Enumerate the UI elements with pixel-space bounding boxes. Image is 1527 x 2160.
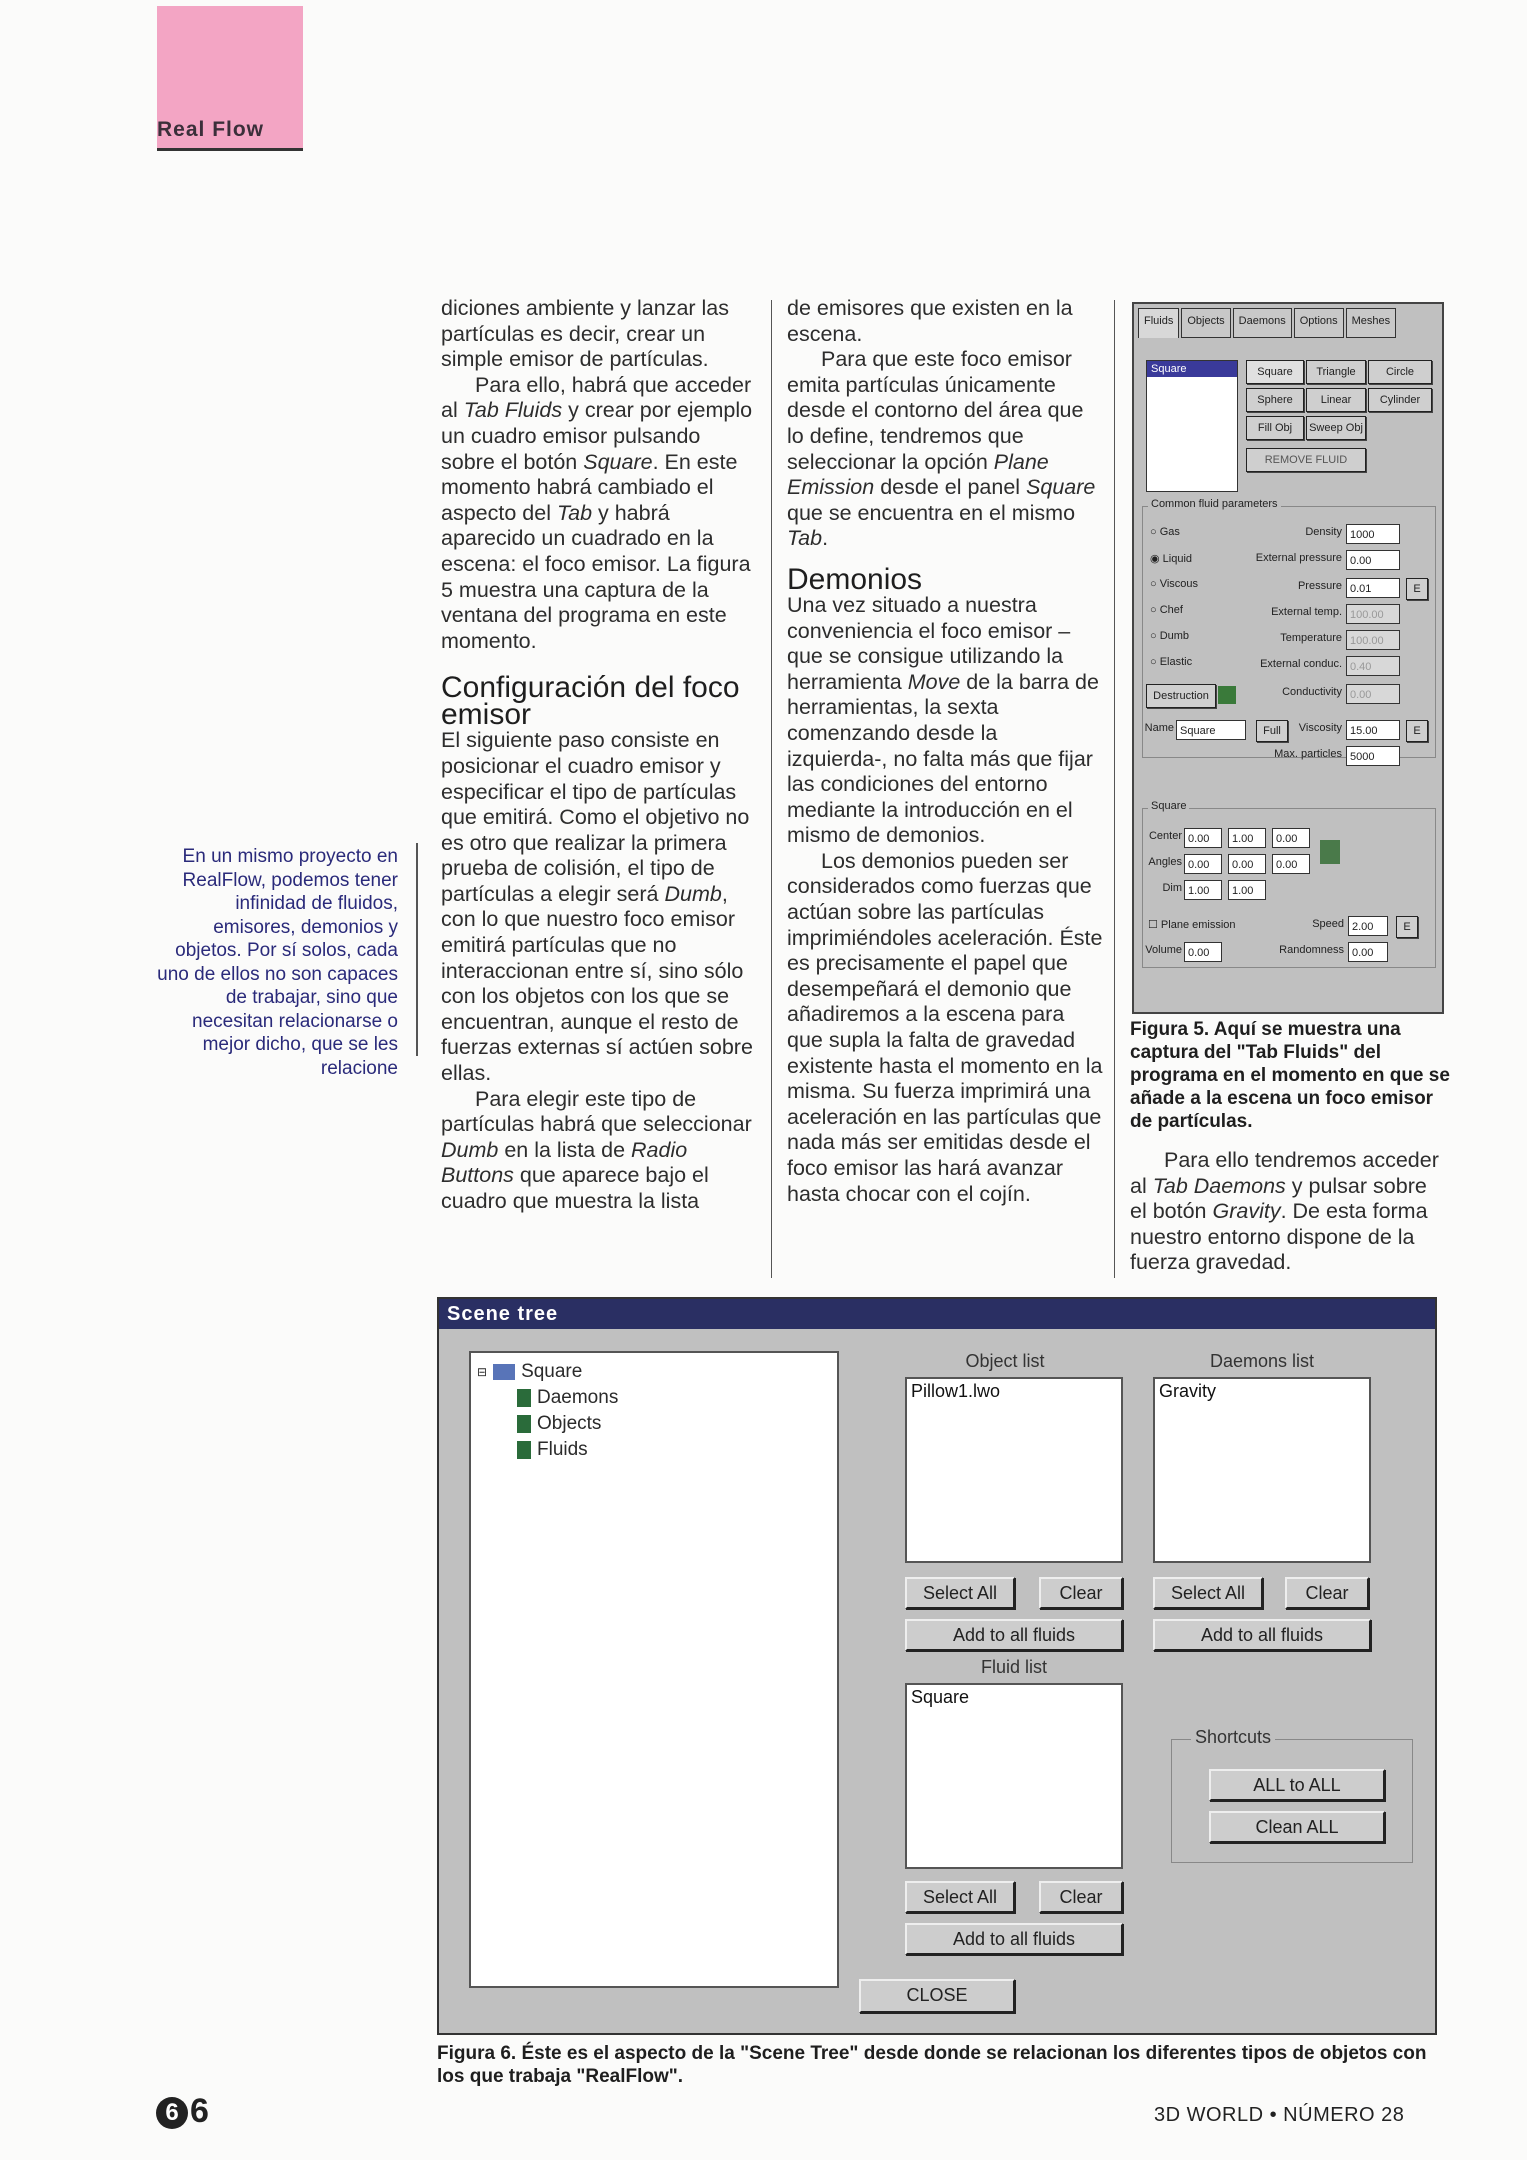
angles-z-field[interactable]: 0.00 (1272, 854, 1310, 874)
paragraph: Para elegir este tipo de partículas habrá que seleccionar Dumb en la lista de Radio Buttons que aparece bajo el cuadro que muestra la lista (441, 1086, 752, 1213)
section-heading: Configuración del foco emisor (441, 671, 740, 732)
tree-node-fluids[interactable]: Fluids (517, 1439, 588, 1461)
radio-liquid[interactable]: ◉ Liquid (1150, 553, 1193, 565)
tree-node-objects[interactable]: Objects (517, 1413, 601, 1435)
daemons-list[interactable] (1153, 1377, 1371, 1563)
sidebar-note: En un mismo proyecto en RealFlow, podemos tener infinidad de fluidos, emisores, demonios y objetos. Por sí solos, cada uno de ellos no son capaces de trabajar, sino que necesitan relacionarse o mejor dicho, que se les relacione (157, 846, 398, 1079)
article-column-2 (787, 296, 1103, 1207)
square-button[interactable]: Square (1246, 360, 1304, 384)
page-number: 6 6 (156, 2092, 209, 2131)
fill-obj-button[interactable]: Fill Obj (1246, 416, 1304, 440)
radio-elastic[interactable]: ○ Elastic (1150, 656, 1193, 668)
center-z-field[interactable]: 0.00 (1272, 828, 1310, 848)
sidebar-rule (416, 843, 418, 1056)
fluid-list[interactable] (905, 1683, 1123, 1869)
angles-x-field[interactable]: 0.00 (1184, 854, 1222, 874)
speed-field[interactable]: 2.00 (1348, 916, 1388, 936)
magazine-footer: 3D WORLD • NÚMERO 28 (1154, 2104, 1405, 2126)
folder-icon (517, 1415, 531, 1433)
pencil-icon[interactable] (1320, 840, 1340, 864)
scene-tree-view[interactable] (469, 1351, 839, 1988)
collapse-icon[interactable]: ⊟ (477, 1365, 488, 1379)
remove-fluid-button[interactable]: REMOVE FLUID (1246, 448, 1366, 472)
object-add-to-all-button[interactable]: Add to all fluids (905, 1619, 1123, 1651)
object-list-label: Object list (965, 1351, 1045, 1371)
external-pressure-label: External pressure (1255, 552, 1342, 564)
dialog-title-bar: Scene tree (439, 1299, 1435, 1329)
center-x-field[interactable]: 0.00 (1184, 828, 1222, 848)
panel-tabs (1138, 308, 1438, 338)
paragraph: Para que este foco emisor emita partículas únicamente desde el contorno del área que lo define, tendremos que seleccionar la opción Plane Emission desde el panel Square que se encuentra en el mismo Tab. (787, 347, 1096, 551)
external-conduc-field[interactable]: 0.40 (1346, 656, 1400, 676)
angles-label: Angles (1148, 856, 1182, 868)
volume-label: Volume (1145, 944, 1182, 956)
daemons-add-to-all-button[interactable]: Add to all fluids (1153, 1619, 1371, 1651)
paragraph: de emisores que existen en la escena. (787, 296, 1073, 346)
shortcuts-label: Shortcuts (1191, 1727, 1275, 1748)
plane-emission-checkbox[interactable]: ☐ Plane emission (1148, 919, 1236, 931)
fluid-list-label: Fluid list (980, 1657, 1047, 1677)
name-field[interactable]: Square (1176, 720, 1246, 740)
dim-label: Dim (1162, 882, 1182, 894)
object-list[interactable] (905, 1377, 1123, 1563)
paragraph: diciones ambiente y lanzar las partículas es decir, crear un simple emisor de partículas. (441, 296, 730, 372)
object-select-all-button[interactable]: Select All (905, 1577, 1015, 1609)
angles-y-field[interactable]: 0.00 (1228, 854, 1266, 874)
external-conduc-label: External conduc. (1260, 658, 1342, 670)
radio-viscous[interactable]: ○ Viscous (1150, 578, 1199, 590)
conductivity-label: Conductivity (1282, 686, 1342, 698)
fluids-panel-screenshot (1132, 302, 1444, 1014)
external-temp-field[interactable]: 100.00 (1346, 604, 1400, 624)
scene-icon (493, 1364, 515, 1380)
pressure-field[interactable]: 0.01 (1346, 578, 1400, 598)
article-column-1 (441, 296, 757, 1215)
full-button[interactable]: Full (1256, 720, 1288, 742)
max-particles-field[interactable]: 5000 (1346, 746, 1400, 766)
center-label: Center (1148, 830, 1182, 842)
destruction-button[interactable]: Destruction (1146, 684, 1216, 708)
daemons-list-label: Daemons list (1209, 1351, 1315, 1371)
dim-y-field[interactable]: 1.00 (1228, 880, 1266, 900)
paragraph: Una vez situado a nuestra conveniencia el foco emisor –que se consigue utilizando la herramienta Move de la barra de herramientas, la sexta comenzando desde la izquierda-, no falta más que fijar las condiciones del entorno mediante la introducción en el mismo de demonios. (787, 592, 1099, 848)
fluid-select-all-button[interactable]: Select All (905, 1881, 1015, 1913)
figure-5-caption: Figura 5. Aquí se muestra una captura del "Tab Fluids" del programa en el momento en que se añade a la escena un foco emisor de partículas. (1130, 1019, 1450, 1132)
viscosity-field[interactable]: 15.00 (1346, 720, 1400, 740)
viscosity-label: Viscosity (1298, 722, 1342, 734)
sweep-obj-button[interactable]: Sweep Obj (1306, 416, 1366, 440)
section-heading: Demonios (787, 562, 923, 596)
all-to-all-button[interactable]: ALL to ALL (1209, 1769, 1385, 1801)
tab-options[interactable]: Options (1294, 308, 1344, 338)
randomness-field[interactable]: 0.00 (1348, 942, 1388, 962)
volume-field[interactable]: 0.00 (1184, 942, 1222, 962)
tree-node-square[interactable]: ⊟ Square (477, 1361, 583, 1382)
paragraph: Para ello, habrá que acceder al Tab Fluids y crear por ejemplo un cuadro emisor pulsando sobre el botón Square. En este momento habrá cambiado el aspecto del Tab y habrá aparecido un cuadrado en la escena: el foco emisor. La figura 5 muestra una captura de la ventana del programa en este momento. (441, 372, 753, 653)
radio-chef[interactable]: ○ Chef (1150, 604, 1183, 616)
tab-daemons[interactable]: Daemons (1233, 308, 1292, 338)
group-title: Common fluid parameters (1148, 498, 1281, 510)
pressure-edit-button[interactable]: E (1406, 578, 1428, 600)
daemons-select-all-button[interactable]: Select All (1153, 1577, 1263, 1609)
column-rule (771, 300, 772, 1278)
folder-icon (517, 1389, 531, 1407)
folder-icon (517, 1441, 531, 1459)
speed-label: Speed (1312, 918, 1344, 930)
external-pressure-field[interactable]: 0.00 (1346, 550, 1400, 570)
shortcuts-group (1171, 1739, 1413, 1863)
pressure-label: Pressure (1297, 580, 1342, 592)
triangle-button[interactable]: Triangle (1306, 360, 1366, 384)
scene-tree-dialog (437, 1297, 1437, 2035)
linear-button[interactable]: Linear (1306, 388, 1366, 412)
sphere-button[interactable]: Sphere (1246, 388, 1304, 412)
cylinder-button[interactable]: Cylinder (1368, 388, 1432, 412)
page-number-circle: 6 (156, 2097, 188, 2129)
circle-button[interactable]: Circle (1368, 360, 1432, 384)
article-column-3 (1130, 1148, 1446, 1276)
section-label: Real Flow (157, 118, 265, 141)
conductivity-field[interactable]: 0.00 (1346, 684, 1400, 704)
radio-gas[interactable]: ○ Gas (1150, 526, 1180, 538)
clean-all-button[interactable]: Clean ALL (1209, 1811, 1385, 1843)
temperature-label: Temperature (1280, 632, 1342, 644)
max-particles-label: Max. particles (1274, 748, 1342, 760)
figure-6-caption: Figura 6. Éste es el aspecto de la "Scene Tree" desde donde se relacionan los diferentes tipos de objetos con los que trabaja "RealFlow". (437, 2043, 1427, 2087)
randomness-label: Randomness (1279, 944, 1344, 956)
tab-objects[interactable]: Objects (1181, 308, 1230, 338)
dim-x-field[interactable]: 1.00 (1184, 880, 1222, 900)
paragraph: Los demonios pueden ser considerados como fuerzas que actúan sobre las partículas imprimiéndoles aceleración. Éste es precisamente el papel que desempeñará el demonio que añadiremos a la escena para que supla la falta de gravedad existente hasta el momento en la misma. Su fuerza imprimirá una aceleración en las partículas que nada más ser emitidas desde el foco emisor las hará avanzar hasta chocar con el cojín. (787, 848, 1103, 1206)
speed-edit-button[interactable]: E (1396, 916, 1418, 938)
column-rule (1114, 300, 1115, 1278)
fluid-list-item[interactable]: Square (1147, 361, 1237, 377)
temperature-field[interactable]: 100.00 (1346, 630, 1400, 650)
radio-dumb[interactable]: ○ Dumb (1150, 630, 1190, 642)
fluid-list-box[interactable] (1146, 360, 1238, 492)
close-button[interactable]: CLOSE (859, 1979, 1015, 2013)
paragraph: Para ello tendremos acceder al Tab Daemons y pulsar sobre el botón Gravity. De esta forma nuestro entorno dispone de la fuerza gravedad. (1130, 1148, 1439, 1275)
daemons-clear-button[interactable]: Clear (1285, 1577, 1369, 1609)
object-clear-button[interactable]: Clear (1039, 1577, 1123, 1609)
density-field[interactable]: 1000 (1346, 524, 1400, 544)
list-item[interactable]: Pillow1.lwo (911, 1381, 1001, 1401)
tab-meshes[interactable]: Meshes (1346, 308, 1397, 338)
external-temp-label: External temp. (1271, 606, 1342, 618)
list-item[interactable]: Gravity (1159, 1381, 1217, 1401)
density-label: Density (1305, 526, 1342, 538)
name-label: Name (1144, 722, 1174, 734)
list-item[interactable]: Square (911, 1687, 970, 1707)
header-rule (157, 148, 303, 151)
paragraph: El siguiente paso consiste en posicionar el cuadro emisor y especificar el tipo de partículas que emitirá. Como el objetivo no es otro que realizar la primera prueba de colisión, el tipo de partículas a elegir será Dumb, con lo que nuestro foco emisor emitirá partículas que no interaccionan entre sí, sino sólo con los objetos con los que se encuentran, aunque el resto de fuerzas externas sí actúen sobre ellas. (441, 728, 753, 1086)
viscosity-edit-button[interactable]: E (1406, 720, 1428, 742)
fluid-add-to-all-button[interactable]: Add to all fluids (905, 1923, 1123, 1955)
center-y-field[interactable]: 1.00 (1228, 828, 1266, 848)
tree-node-daemons[interactable]: Daemons (517, 1387, 618, 1409)
fluid-clear-button[interactable]: Clear (1039, 1881, 1123, 1913)
group-title: Square (1148, 800, 1189, 812)
tab-fluids[interactable]: Fluids (1138, 308, 1179, 338)
